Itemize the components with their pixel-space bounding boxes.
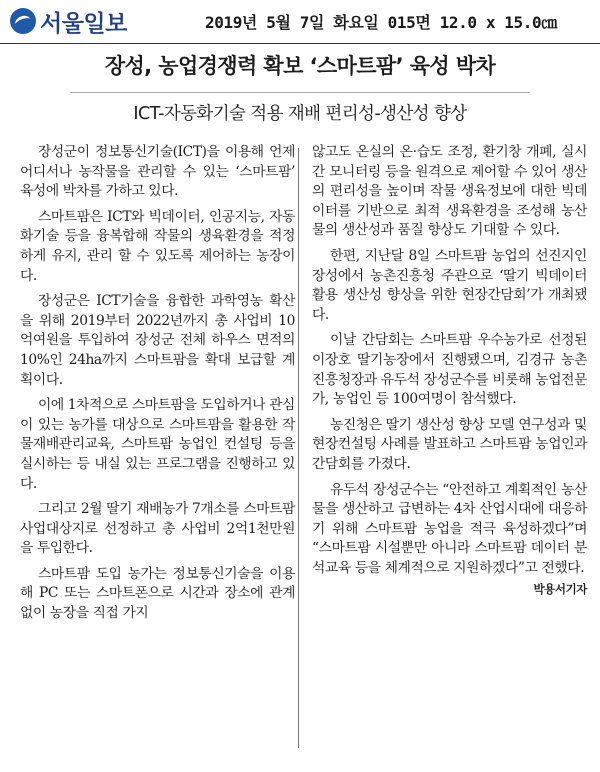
article-subheadline: ICT-자동화기술 적용 재배 편리성-생산성 향상 (133, 104, 467, 124)
paragraph: 장성군이 정보통신기술(ICT)을 이용해 언제 어디서나 농작물을 관리할 수 있는 ‘스마트팜’ 육성에 박차를 가하고 있다. (20, 144, 295, 200)
paragraph: 이날 간담회는 스마트팜 우수농가로 선정된 이장호 딸기농장에서 진행됐으며, 김경규 농촌진흥청장과 유두석 장성군수를 비롯해 농업전문가, 농업인 등 100여명이 참석했다. (312, 332, 587, 408)
newspaper-logo-icon (10, 8, 36, 34)
masthead-rule (0, 43, 600, 44)
paragraph: 장성군은 ICT기술을 융합한 과학영농 확산을 위해 2019부터 2022년까지 총 사업비 10억여원을 투입하여 장성군 전체 하우스 면적의 10%인 24ha까지 스마트팜을 확대 보급할 계획이다. (20, 293, 295, 388)
paragraph: 스마트팜은 ICT와 빅데이터, 인공지능, 자동화기술 등을 융복합해 작물의 생육환경을 적정하게 유지, 관리 할 수 있도록 제어하는 농장이다. (20, 208, 295, 284)
publication-info (205, 10, 557, 33)
byline: 박용서기자 (533, 582, 587, 597)
paragraph: 이에 1차적으로 스마트팜을 도입하거나 관심이 있는 농가를 대상으로 스마트팜을 활용한 작물재배관리교육, 스마트팜 농업인 컨설팅 등을 실시하는 등 내실 있는 프로그램을 진행하고 있다. (20, 397, 295, 492)
paragraph: 한편, 지난달 8일 스마트팜 농업의 선진지인 장성에서 농촌진흥청 주관으로 ‘딸기 빅데이터 활용 생산성 향상을 위한 현장간담회’가 개최됐다. (312, 247, 587, 323)
article-column-right (312, 143, 587, 600)
paragraph: 농진청은 딸기 생산성 향상 모델 연구성과 및 현장컨설팅 사례를 발표하고 스마트팜 농업인과 간담회를 가졌다. (312, 416, 587, 472)
masthead (0, 0, 600, 44)
clip-size: 12.0 x 15.0㎝ (439, 13, 557, 32)
article-column-left (20, 143, 295, 630)
page-number: 015면 (387, 13, 431, 32)
newspaper-name: 서울일보 (40, 11, 127, 37)
column-divider (298, 148, 299, 748)
article-headline: 장성, 농업경쟁력 확보 ‘스마트팜’ 육성 박차 (104, 54, 496, 78)
paragraph: 유두석 장성군수는 “안전하고 계획적인 농산물을 생산하고 급변하는 4차 산업시대에 대응하기 위해 스마트팜 농업을 적극 육성하겠다”며 “스마트팜 시설뿐만 아니라 스마트팜 데이터 분석교육 등을 체계적으로 지원하겠다”고 전했다. (312, 481, 587, 576)
paragraph: 스마트팜 도입 농가는 정보통신기술을 이용해 PC 또는 스마트폰으로 시간과 장소에 관계없이 농장을 직접 가지 (20, 565, 295, 622)
publication-date: 2019년 5월 7일 화요일 (205, 13, 379, 32)
headline-rule (70, 92, 530, 93)
paragraph: 않고도 온실의 온·습도 조정, 환기창 개폐, 실시간 모니터링 등을 원격으로 제어할 수 있어 생산의 편리성을 높이며 작물 생육정보에 대한 빅데이터를 기반으로 최적 생육환경을 조성해 농산물의 생산성과 품질 향상도 기대할 수 있다. (312, 144, 587, 239)
paragraph: 그리고 2월 딸기 재배농가 7개소를 스마트팜 사업대상지로 선정하고 총 사업비 2억1천만원을 투입한다. (20, 501, 295, 557)
